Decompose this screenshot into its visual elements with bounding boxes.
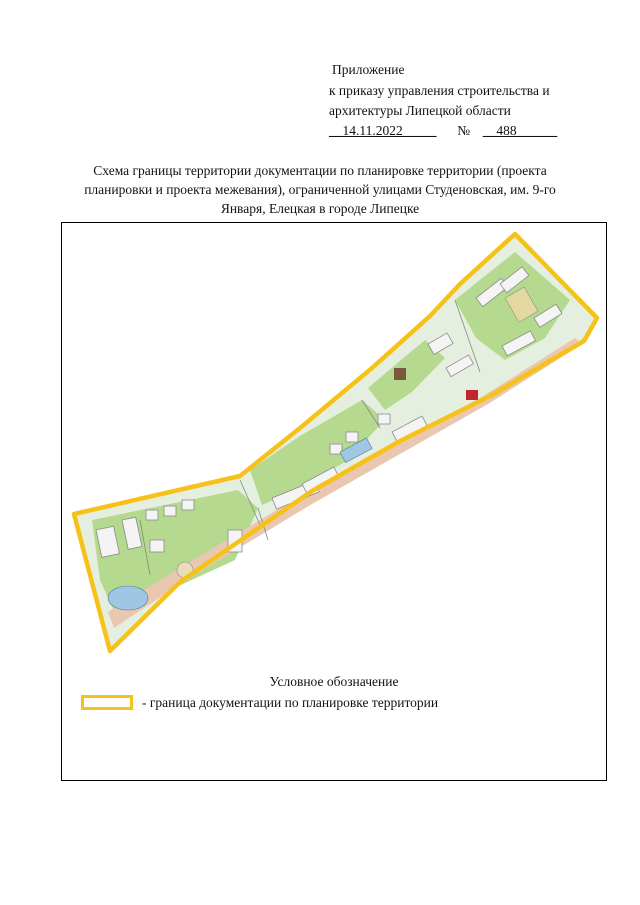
number-suffix: ______: [516, 123, 558, 138]
legend-boundary-label: - граница документации по планировке территории: [142, 695, 439, 710]
red-building: [466, 390, 478, 400]
order-line-1: к приказу управления строительства и: [329, 83, 550, 98]
order-line-2: архитектуры Липецкой области: [329, 103, 511, 118]
order-date: 14.11.2022: [342, 123, 403, 138]
building: [346, 432, 358, 442]
pond: [108, 586, 148, 610]
title-line-1: Схема границы территории документации по планировке территории (проекта: [93, 163, 547, 178]
date-suffix: _____: [402, 123, 437, 138]
building: [164, 506, 176, 516]
legend-heading: Условное обозначение: [269, 674, 399, 689]
title-line-2: планировки и проекта межевания), ограниченной улицами Студеновская, им. 9-го: [84, 182, 556, 197]
appendix-title: Приложение: [332, 62, 405, 77]
number-sign: №: [457, 123, 471, 138]
legend-boundary-swatch: [81, 695, 133, 710]
building: [150, 540, 164, 552]
building: [146, 510, 158, 520]
number-prefix: __: [482, 123, 497, 138]
title-line-3: Января, Елецкая в городе Липецке: [220, 201, 420, 216]
order-number: 488: [496, 123, 517, 138]
brown-building: [394, 368, 406, 380]
building: [182, 500, 194, 510]
date-prefix: __: [329, 123, 343, 138]
building: [378, 414, 390, 424]
